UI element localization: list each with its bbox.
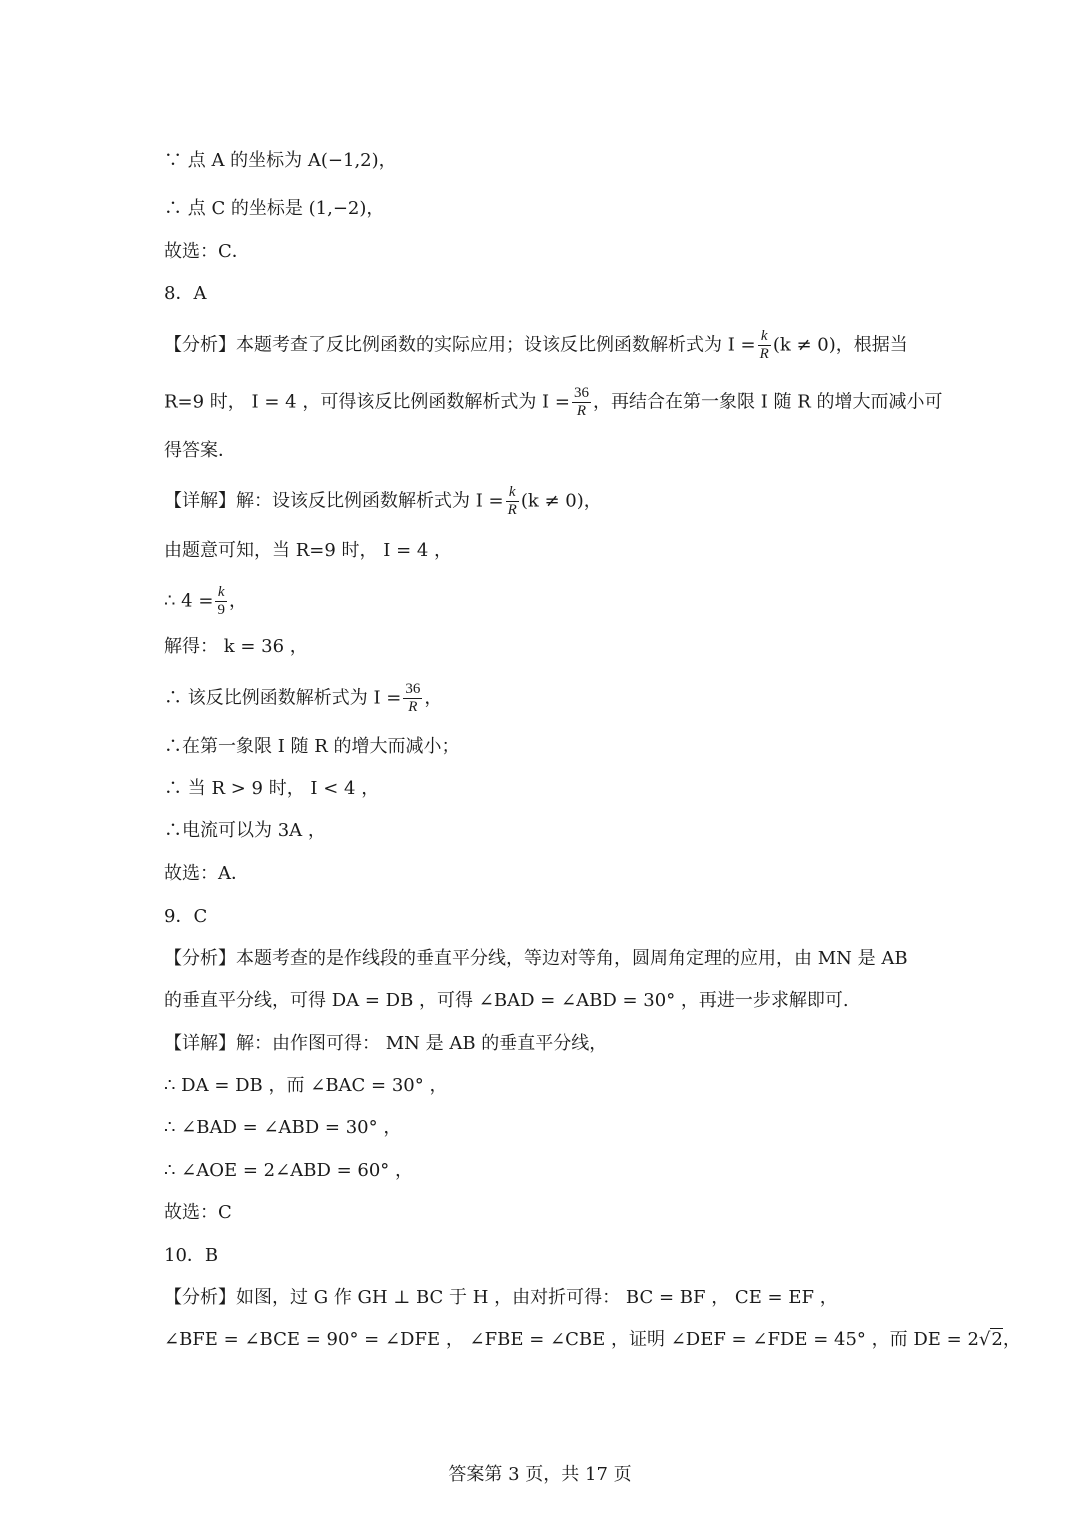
text-line-analysis-8b — [164, 385, 943, 420]
text-line-analysis-8a — [164, 328, 930, 363]
text-line-1: ∵ 点 A 的坐标为 A(−1,2)， — [164, 150, 397, 171]
text-line-analysis-10b — [164, 1326, 1021, 1354]
fraction — [758, 328, 771, 363]
question-9-heading: 9．C — [164, 906, 208, 927]
text-segment: ∴ 4 = — [164, 590, 214, 612]
text-segment: R=9 时， I = 4 ，可得该反比例函数解析式为 I = — [164, 391, 570, 413]
text-line-detail-9a: 【详解】解：由作图可得： MN 是 AB 的垂直平分线， — [164, 1033, 608, 1054]
text-segment: ∴ 该反比例函数解析式为 I = — [164, 687, 402, 709]
text-segment: ， — [424, 687, 443, 709]
text-line-detail-8d: 解得： k = 36 ， — [164, 636, 308, 657]
text-segment: ∠BFE = ∠BCE = 90° = ∠DFE ， ∠FBE = ∠CBE ，证明 ∠DEF = ∠FDE = 45° ，而 DE = 2 — [164, 1329, 979, 1350]
text-line-detail-8b: 由题意可知，当 R=9 时， I = 4 ， — [164, 540, 453, 561]
fraction-denominator: R — [408, 699, 418, 715]
fraction — [506, 484, 519, 519]
text-line-3: 故选：C． — [164, 241, 250, 262]
text-segment: ， — [1002, 1329, 1021, 1350]
sqrt-sign: √ — [978, 1329, 991, 1350]
question-8-heading: 8．A — [164, 283, 207, 304]
text-segment: 【分析】本题考查了反比例函数的实际应用；设该反比例函数解析式为 I = — [164, 334, 756, 356]
fraction-numerator: k — [506, 484, 519, 502]
sqrt-radicand: 2 — [991, 1329, 1003, 1350]
text-line-detail-9d: ∴ ∠AOE = 2∠ABD = 60° ， — [164, 1160, 414, 1181]
text-line-detail-8i: 故选：A． — [164, 863, 249, 884]
fraction-denominator: R — [759, 346, 769, 362]
fraction — [215, 584, 227, 619]
text-line-analysis-9b: 的垂直平分线，可得 DA = DB ，可得 ∠BAD = ∠ABD = 30° ，再进一步求解即可. — [164, 990, 849, 1011]
fraction-numerator: 36 — [405, 681, 421, 697]
text-line-detail-8c — [164, 584, 930, 619]
page-footer: 答案第 3 页，共 17 页 — [448, 1464, 632, 1485]
text-line-detail-9e: 故选：C — [164, 1202, 232, 1223]
fraction-denominator: R — [507, 502, 517, 518]
text-segment: ， — [228, 590, 247, 612]
text-segment: (k ≠ 0)，根据当 — [772, 334, 908, 356]
text-line-detail-8a — [164, 484, 930, 519]
text-line-analysis-9a: 【分析】本题考查的是作线段的垂直平分线，等边对等角，圆周角定理的应用，由 MN 是 AB — [164, 948, 908, 969]
fraction-numerator: k — [758, 328, 771, 346]
text-line-detail-9b: ∴ DA = DB ，而 ∠BAC = 30° ， — [164, 1075, 448, 1096]
fraction-denominator: 9 — [217, 602, 225, 618]
text-segment: ，再结合在第一象限 I 随 R 的增大而减小可 — [592, 391, 943, 413]
text-line-detail-8e — [164, 681, 930, 716]
fraction-denominator: R — [576, 403, 587, 419]
text-segment: (k ≠ 0)， — [520, 490, 602, 512]
text-line-2: ∴ 点 C 的坐标是 (1,−2)， — [164, 198, 385, 219]
question-10-heading: 10．B — [164, 1245, 219, 1266]
fraction — [572, 385, 591, 420]
text-line-analysis-10a: 【分析】如图，过 G 作 GH ⊥ BC 于 H ，由对折可得： BC = BF ， CE = EF ， — [164, 1287, 838, 1308]
text-line-analysis-8c: 得答案． — [164, 440, 236, 461]
text-line-detail-8f: ∴在第一象限 I 随 R 的增大而减小； — [164, 736, 460, 757]
text-segment: 【详解】解：设该反比例函数解析式为 I = — [164, 490, 504, 512]
fraction — [403, 681, 422, 716]
fraction-numerator: 36 — [573, 385, 589, 401]
text-line-detail-8h: ∴电流可以为 3A ， — [164, 820, 326, 841]
fraction-numerator: k — [215, 584, 227, 602]
text-line-detail-9c: ∴ ∠BAD = ∠ABD = 30° ， — [164, 1117, 402, 1138]
text-line-detail-8g: ∴ 当 R > 9 时， I < 4 ， — [164, 778, 380, 799]
